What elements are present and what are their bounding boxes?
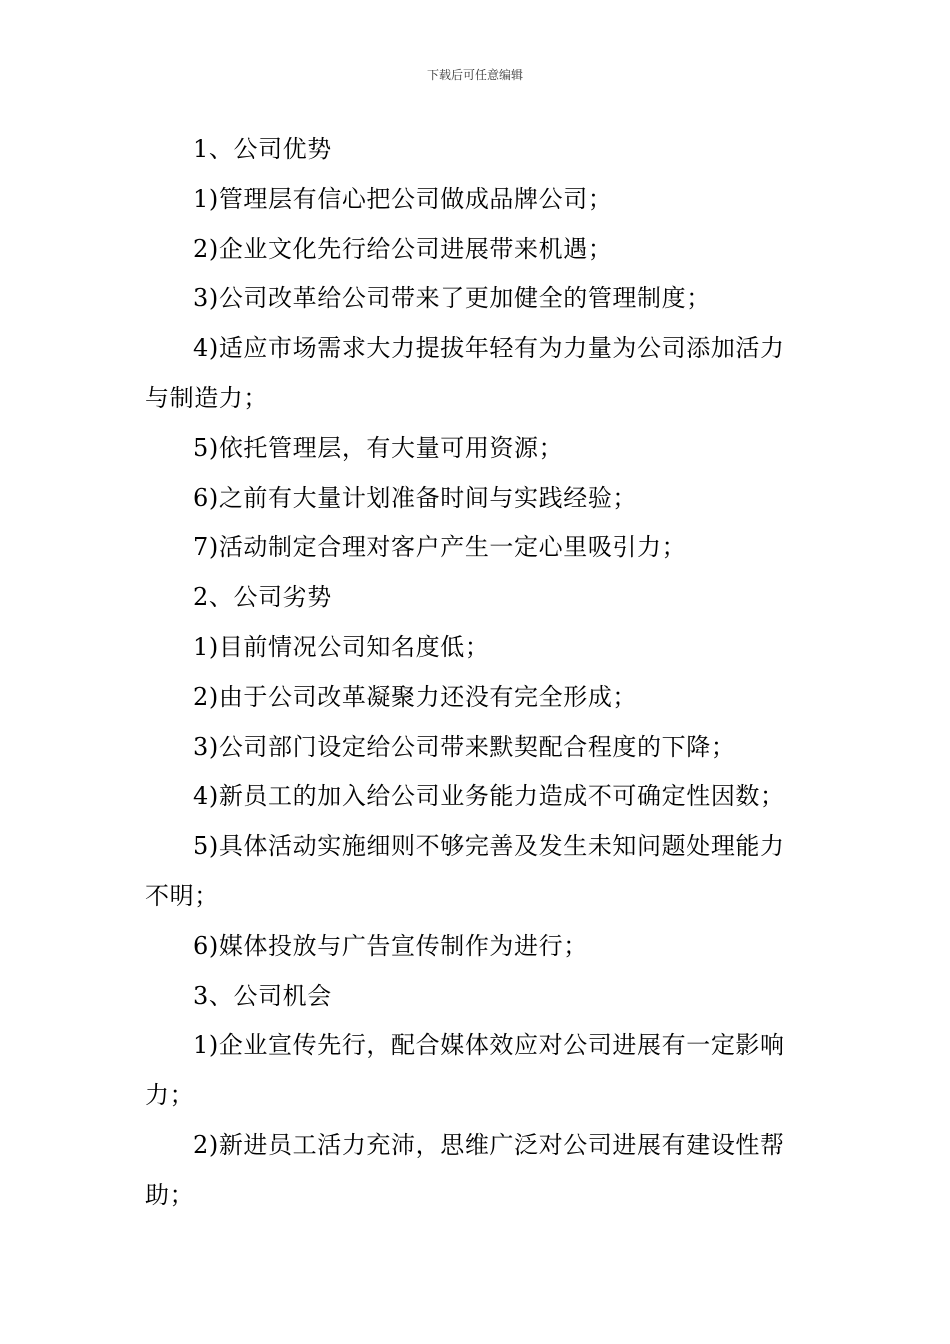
paragraph: 2)由于公司改革凝聚力还没有完全形成； [193, 682, 638, 711]
page-header: 下载后可任意编辑 [426, 68, 523, 82]
paragraph: 2)企业文化先行给公司进展带来机遇； [193, 234, 613, 263]
paragraph: 4)新员工的加入给公司业务能力造成不可确定性因数； [193, 782, 785, 811]
paragraph: 7)活动制定合理对客户产生一定心里吸引力； [193, 533, 687, 562]
section-heading-advantages: 1、公司优势 [193, 135, 332, 163]
paragraph: 3)公司部门设定给公司带来默契配合程度的下降； [193, 732, 736, 761]
paragraph: 2)新进员工活力充沛，思维广泛对公司进展有建设性帮助； [145, 1130, 785, 1209]
document-body [145, 125, 807, 1221]
paragraph: 1)企业宣传先行，配合媒体效应对公司进展有一定影响力； [145, 1031, 785, 1110]
paragraph: 3)公司改革给公司带来了更加健全的管理制度； [193, 284, 711, 313]
paragraph: 1)目前情况公司知名度低； [193, 632, 490, 661]
paragraph: 1)管理层有信心把公司做成品牌公司； [193, 184, 613, 213]
paragraph: 6)之前有大量计划准备时间与实践经验； [193, 483, 638, 512]
paragraph: 5)具体活动实施细则不够完善及发生未知问题处理能力不明； [145, 832, 785, 910]
paragraph: 6)媒体投放与广告宣传制作为进行； [193, 931, 588, 960]
section-heading-disadvantages: 2、公司劣势 [193, 583, 332, 612]
section-heading-opportunities: 3、公司机会 [193, 981, 332, 1010]
paragraph: 5)依托管理层，有大量可用资源； [193, 433, 564, 462]
paragraph: 4)适应市场需求大力提拔年轻有为力量为公司添加活力与制造力； [145, 334, 785, 412]
